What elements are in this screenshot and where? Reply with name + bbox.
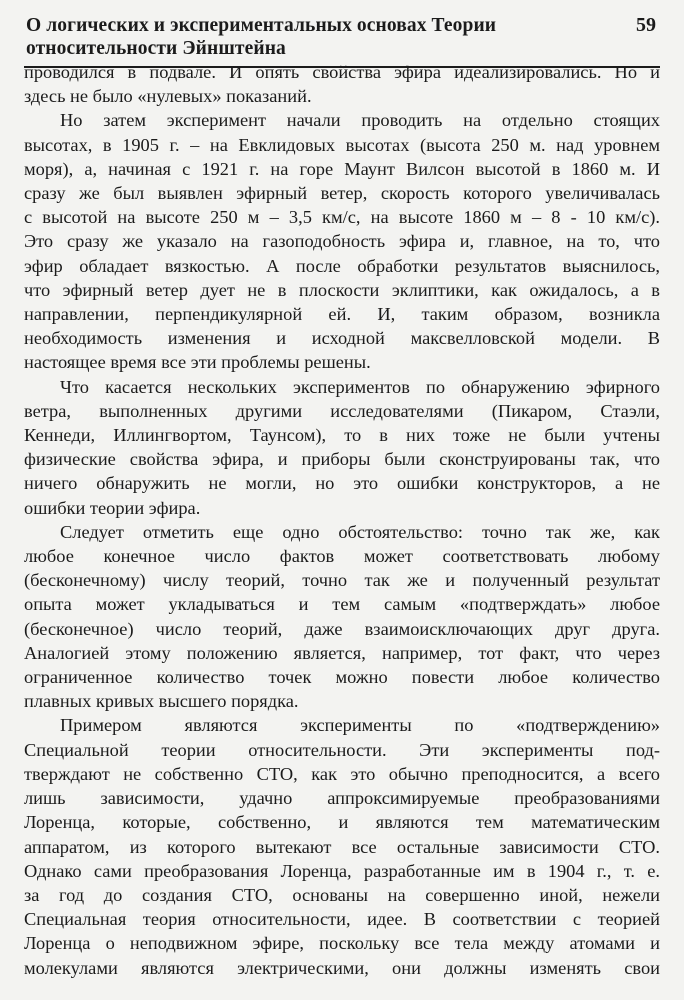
- text-line: ограниченное количество точек можно повести любое количество: [24, 667, 660, 688]
- text-line: (бесконечное) число теорий, даже взаимоисключающих друг друга.: [24, 618, 660, 639]
- text-line: Следует отметить еще одно обстоятельство: точно так же, как: [60, 521, 660, 542]
- paragraph: [24, 713, 660, 979]
- text-line: любое конечное число фактов может соответствовать любому: [24, 546, 660, 567]
- text-line: физические свойства эфира, и приборы были сконструированы так, что: [24, 449, 660, 470]
- text-line: Но затем эксперимент начали проводить на отдельно стоящих: [60, 110, 660, 131]
- text-line: за год до создания СТО, основаны на совершенно иной, нежели: [24, 884, 660, 905]
- text-line: моря), а, начиная с 1921 г. на горе Маунт Вилсон высотой в 1860 м. И: [24, 158, 660, 179]
- running-head-line-2: относительности Эйнштейна: [26, 38, 286, 59]
- text-line: сразу же был выявлен эфирный ветер, скорость которого увеличивалась: [24, 183, 660, 204]
- text-line: настоящее время все эти проблемы решены.: [24, 352, 371, 373]
- text-line: с высотой на высоте 250 м – 3,5 км/с, на высоте 1860 м – 8 - 10 км/с).: [24, 207, 660, 228]
- paragraph: [24, 520, 660, 714]
- text-line: Однако сами преобразования Лоренца, разработанные им в 1904 г., т. е.: [24, 860, 660, 881]
- text-line: высотах, в 1905 г. – на Евклидовых высотах (высота 250 м. над уровнем: [24, 134, 660, 155]
- text-line: аппаратом, из которого вытекают все остальные зависимости СТО.: [24, 836, 660, 857]
- text-line: плавных кривых высшего порядка.: [24, 691, 299, 712]
- paragraph: [24, 60, 660, 108]
- text-line: (бесконечному) числу теорий, точно так же и полученный результат: [24, 570, 660, 591]
- page-number: 59: [636, 14, 656, 36]
- text-line: эфир обладает вязкостью. А после обработки результатов выяснилось,: [24, 255, 660, 276]
- text-line: что эфирный ветер дует не в плоскости эклиптики, как ожидалось, а в: [24, 279, 660, 300]
- body-text: [24, 60, 660, 980]
- text-line: ветра, выполненных другими исследователями (Пикаром, Стаэли,: [24, 400, 660, 421]
- text-line: ничего обнаружить не могли, но это ошибки конструкторов, а не: [24, 473, 660, 494]
- text-line: Лоренца о неподвижном эфире, поскольку все тела между атомами и: [24, 933, 660, 954]
- text-line: проводился в подвале. И опять свойства эфира идеализировались. Но и: [24, 62, 660, 82]
- text-line: лишь зависимости, удачно аппроксимируемые преобразованиями: [24, 788, 660, 809]
- text-line: молекулами являются электрическими, они должны изменять свои: [24, 957, 660, 978]
- paragraph: [24, 375, 660, 520]
- paragraph: [24, 108, 660, 374]
- text-line: ошибки теории эфира.: [24, 497, 201, 518]
- text-line: Примером являются эксперименты по «подтверждению»: [60, 715, 660, 736]
- text-line: Что касается нескольких экспериментов по обнаружению эфирного: [60, 376, 660, 397]
- text-line: опыта может укладываться и тем самым «подтверждать» любое: [24, 594, 660, 615]
- text-line: Это сразу же указало на газоподобность эфира и, главное, на то, что: [24, 231, 660, 252]
- running-head: [26, 14, 586, 60]
- text-line: необходимость изменения и исходной максвелловской модели. В: [24, 328, 660, 349]
- text-line: Специальная теория относительности, идее. В соответствии с теорией: [24, 909, 660, 930]
- text-line: направлении, перпендикулярной ей. И, таким образом, возникла: [24, 304, 660, 325]
- text-line: здесь не было «нулевых» показаний.: [24, 86, 312, 107]
- text-line: Аналогией этому положению является, например, тот факт, что через: [24, 642, 660, 663]
- running-head-line-1: О логических и экспериментальных основах Теории: [26, 15, 497, 36]
- text-line: Кеннеди, Иллингвортом, Таунсом), то в них тоже не были учтены: [24, 425, 660, 446]
- text-line: тверждают не собственно СТО, как это обычно преподносится, а всего: [24, 763, 660, 784]
- text-line: Специальной теории относительности. Эти эксперименты под-: [24, 739, 660, 760]
- text-line: Лоренца, которые, собственно, и являются тем математическим: [24, 812, 660, 833]
